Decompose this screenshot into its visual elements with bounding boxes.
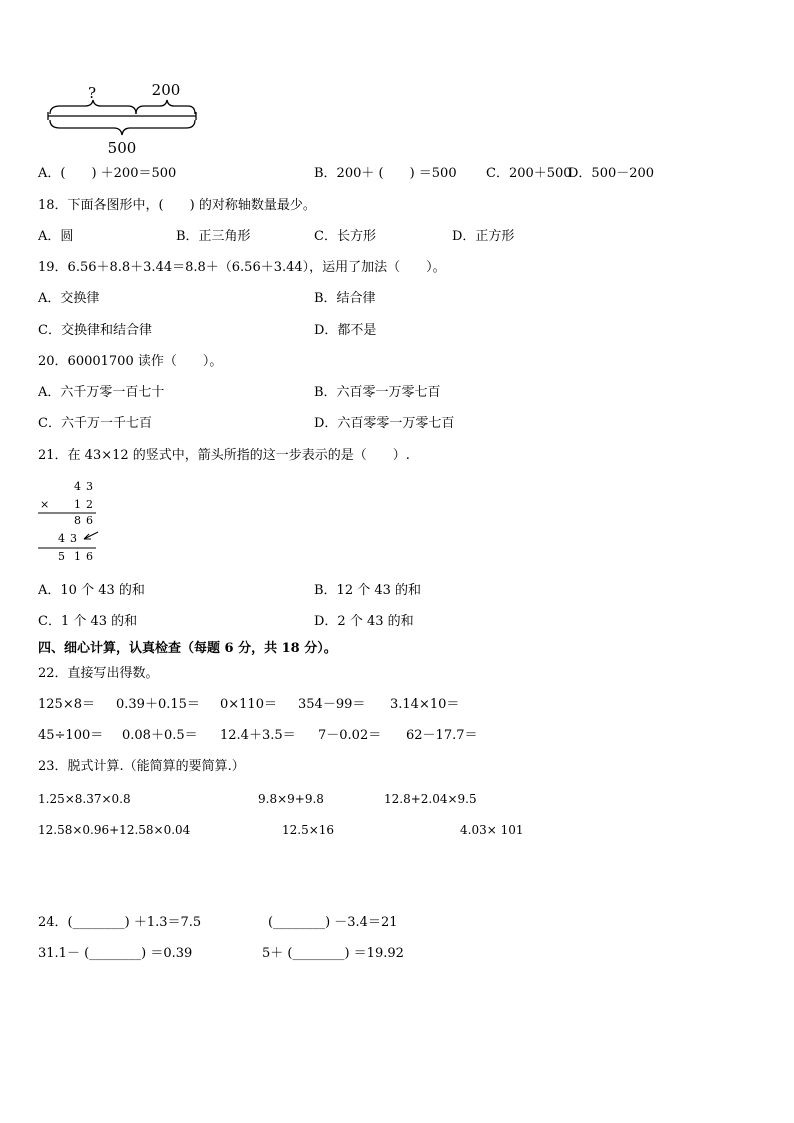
vm-row5-digit2: 1 [74,550,81,563]
vm-row4-digit1: 4 [58,532,65,545]
q20-option-b: B．六百零一万零七百 [314,385,441,400]
q21-option-d: D．2 个 43 的和 [314,614,414,629]
q23-question: 23．脱式计算.（能简算的要简算.） [38,759,245,774]
q21-option-a: A．10 个 43 的和 [38,583,145,598]
q17-option-d: D．500－200 [568,166,655,181]
q21-question: 21．在 43×12 的竖式中，箭头所指的这一步表示的是（ ）. [38,448,410,463]
q22-r1-c1: 125×8＝ [38,697,95,712]
vm-row3-digit2: 6 [86,514,93,527]
q22-question: 22．直接写出得数。 [38,666,159,681]
arrow-icon [84,532,98,539]
q18-option-a: A．圆 [38,229,74,244]
q23-r2-c3: 4.03× 101 [460,823,524,837]
q22-r1-c2: 0.39＋0.15＝ [116,697,200,712]
q17-option-b: B．200＋ ( ) ＝500 [314,166,457,181]
diagram-unknown-label: ? [87,84,97,102]
q18-question: 18．下面各图形中，( ) 的对称轴数量最少。 [38,198,316,213]
q22-r1-c5: 3.14×10＝ [390,697,460,712]
q22-r2-c3: 12.4＋3.5＝ [220,728,296,743]
q23-r2-c2: 12.5×16 [282,823,335,837]
vm-row1-digit2: 3 [86,480,93,493]
q19-option-c: C．交换律和结合律 [38,323,152,338]
vertical-multiplication [36,476,116,568]
q19-question: 19．6.56＋8.8＋3.44＝8.8＋（6.56＋3.44），运用了加法（ ）。 [38,260,446,275]
q18-option-d: D．正方形 [452,229,515,244]
q23-r1-c1: 1.25×8.37×0.8 [38,792,131,806]
vm-row1-digit1: 4 [74,480,81,493]
q17-option-c: C．200＋500 [486,166,572,181]
q19-option-d: D．都不是 [314,323,377,338]
q23-r1-c3: 12.8+2.04×9.5 [384,792,477,806]
q18-option-b: B．正三角形 [176,229,251,244]
q20-option-d: D．六百零零一万零七百 [314,416,455,431]
vm-row4-digit2: 3 [70,532,77,545]
q23-r2-c1: 12.58×0.96+12.58×0.04 [38,823,191,837]
q24-r2-c1: 31.1－ (________) ＝0.39 [38,946,193,961]
q21-option-b: B．12 个 43 的和 [314,583,422,598]
vm-row2-digit1: 1 [74,498,81,511]
q22-r2-c5: 62－17.7＝ [406,728,478,743]
q22-r2-c4: 7－0.02＝ [318,728,382,743]
q18-option-c: C．长方形 [314,229,376,244]
q19-option-b: B．结合律 [314,291,376,306]
q20-question: 20．60001700 读作（ ）。 [38,354,223,369]
brace-diagram [40,78,210,158]
vm-operator: × [40,498,50,511]
diagram-total-label: 500 [107,139,137,157]
q22-r1-c4: 354－99＝ [298,697,366,712]
q24-r2-c2: 5＋ (________) ＝19.92 [262,946,404,961]
q20-option-a: A．六千万零一百七十 [38,385,165,400]
q24-r1-c2: (________) －3.4＝21 [268,915,398,930]
q22-r1-c3: 0×110＝ [220,697,277,712]
q22-r2-c2: 0.08＋0.5＝ [122,728,198,743]
section-4-title: 四、细心计算，认真检查（每题 6 分，共 18 分）。 [38,641,337,656]
vm-row2-digit2: 2 [86,498,93,511]
q24-r1-c1: 24．(________) ＋1.3＝7.5 [38,915,202,930]
q21-option-c: C．1 个 43 的和 [38,614,138,629]
q20-option-c: C．六千万一千七百 [38,416,152,431]
q19-option-a: A．交换律 [38,291,100,306]
q22-r2-c1: 45÷100＝ [38,728,104,743]
vm-row5-digit1: 5 [58,550,65,563]
q23-r1-c2: 9.8×9+9.8 [258,792,324,806]
vm-row5-digit3: 6 [86,550,93,563]
q17-option-a: A．( ) ＋200＝500 [38,166,177,181]
vm-row3-digit1: 8 [74,514,81,527]
diagram-part-label: 200 [151,81,181,99]
